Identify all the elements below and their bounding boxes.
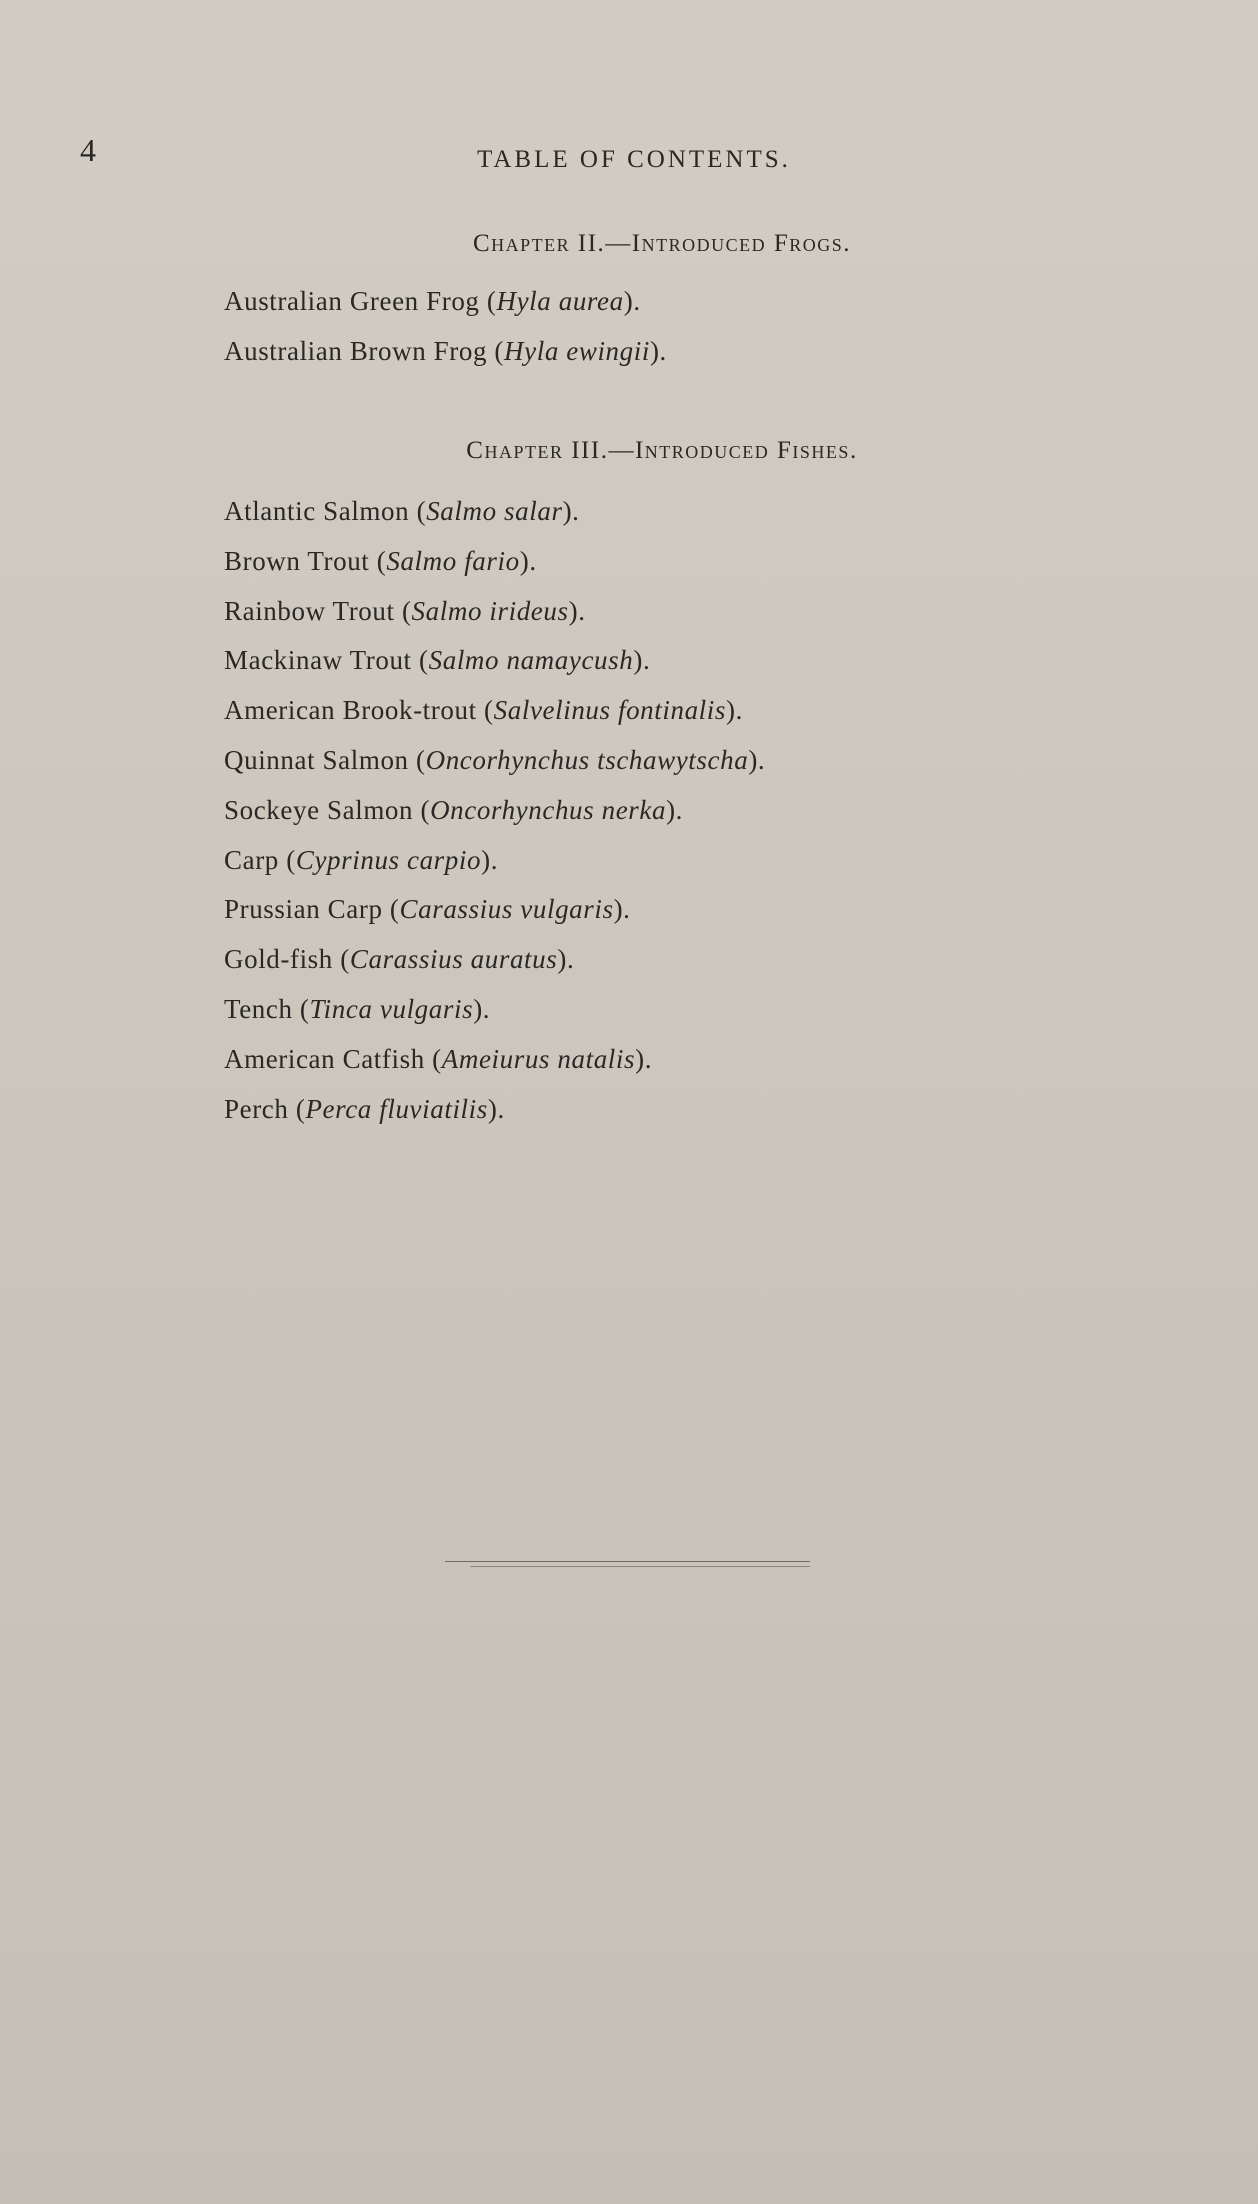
- common-name: Rainbow Trout: [224, 595, 395, 626]
- toc-entry-title: Perch (Perca fluviatilis).: [224, 1093, 505, 1124]
- toc-entry-title: Brown Trout (Salmo fario).: [224, 545, 537, 576]
- scientific-name: Salmo fario: [386, 545, 520, 576]
- common-name: Perch: [224, 1093, 289, 1124]
- end-rule: [445, 1561, 810, 1562]
- toc-entry-title: Australian Green Frog (Hyla aurea).: [224, 286, 641, 316]
- common-name: Brown Trout: [224, 545, 370, 576]
- common-name: Gold-fish: [224, 944, 333, 975]
- common-name: Quinnat Salmon: [224, 745, 409, 775]
- toc-entry-title: Australian Brown Frog (Hyla ewingii).: [224, 336, 667, 366]
- scientific-name: Salmo irideus: [411, 595, 569, 626]
- toc-entry-title: Gold-fish (Carassius auratus).: [224, 944, 575, 975]
- running-head: TABLE OF CONTENTS.: [477, 146, 791, 173]
- toc-entry-title: Prussian Carp (Carassius vulgaris).: [224, 894, 631, 925]
- toc-entry-title: Atlantic Salmon (Salmo salar).: [224, 496, 580, 526]
- common-name: Carp: [224, 844, 279, 875]
- toc-entry-title: Quinnat Salmon (Oncorhynchus tschawytscha).: [224, 745, 766, 775]
- toc-entry-title: Rainbow Trout (Salmo irideus).: [224, 595, 586, 626]
- end-rule-secondary: [470, 1566, 810, 1567]
- toc-entry-title: American Catfish (Ameiurus natalis).: [224, 1043, 653, 1074]
- common-name: Mackinaw Trout: [224, 645, 412, 676]
- chapter-2-heading: Chapter II.—Introduced Frogs.: [472, 230, 852, 257]
- toc-entry-title: American Brook-trout (Salvelinus fontinalis).: [224, 695, 743, 726]
- common-name: Tench: [224, 994, 293, 1024]
- scientific-name: Tinca vulgaris: [309, 994, 474, 1024]
- common-name: Australian Brown Frog: [224, 336, 488, 366]
- toc-entry-title: Sockeye Salmon (Oncorhynchus nerka).: [224, 794, 684, 825]
- common-name: Australian Green Frog: [224, 286, 480, 316]
- page-number: 4: [80, 132, 96, 168]
- scientific-name: Salvelinus fontinalis: [493, 695, 726, 726]
- scientific-name: Carassius vulgaris: [399, 894, 614, 925]
- scientific-name: Oncorhynchus tschawytscha: [425, 745, 749, 775]
- scientific-name: Salmo namaycush: [428, 645, 634, 676]
- common-name: Prussian Carp: [224, 894, 383, 925]
- common-name: American Catfish: [224, 1043, 425, 1074]
- scientific-name: Perca fluviatilis: [305, 1093, 488, 1124]
- scientific-name: Cyprinus carpio: [295, 844, 482, 875]
- scientific-name: Hyla ewingii: [504, 336, 650, 366]
- toc-entry-title: Tench (Tinca vulgaris).: [224, 994, 491, 1024]
- toc-entry-title: Carp (Cyprinus carpio).: [224, 844, 499, 875]
- common-name: American Brook-trout: [224, 695, 477, 726]
- toc-entry-title: Mackinaw Trout (Salmo namaycush).: [224, 645, 651, 676]
- scientific-name: Ameiurus natalis: [441, 1043, 636, 1074]
- common-name: Atlantic Salmon: [224, 496, 410, 526]
- scientific-name: Hyla aurea: [496, 286, 624, 316]
- chapter-3-heading: Chapter III.—Introduced Fishes.: [466, 437, 858, 464]
- scientific-name: Oncorhynchus nerka: [430, 794, 667, 825]
- common-name: Sockeye Salmon: [224, 794, 414, 825]
- scientific-name: Carassius auratus: [349, 944, 558, 975]
- scientific-name: Salmo salar: [426, 496, 563, 526]
